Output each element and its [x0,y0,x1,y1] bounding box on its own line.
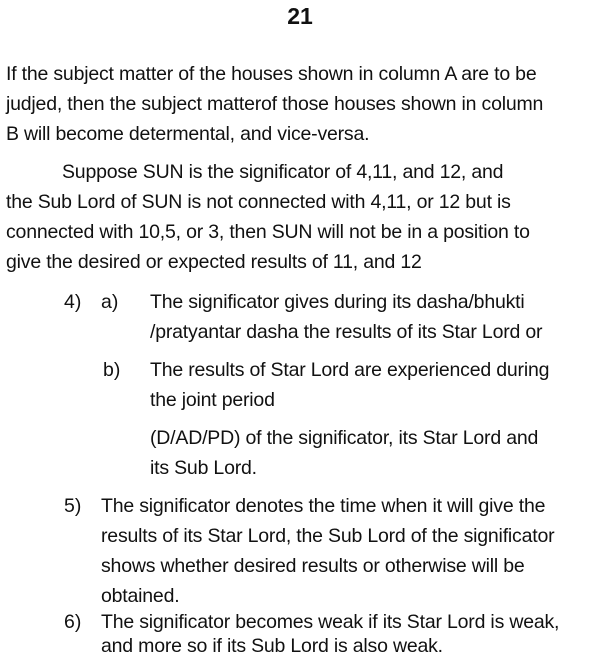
sub-item-letter: b) [103,359,121,381]
sub-item-letter: a) [101,291,119,313]
sub-item-line: /pratyantar dasha the results of its Star Lord or [150,321,543,343]
paragraph-line: give the desired or expected results of 11, and 12 [6,251,422,273]
list-item-number: 4) [64,291,82,313]
sub-item-line: (D/AD/PD) of the significator, its Star Lord and [150,427,539,449]
paragraph-line: B will become determental, and vice-versa. [6,123,370,145]
sub-item-line: The results of Star Lord are experienced during [150,359,550,381]
list-item-number: 6) [64,611,82,633]
list-item-line: and more so if its Sub Lord is also weak. [101,635,443,657]
list-item-line: results of its Star Lord, the Sub Lord of the significator [101,525,555,547]
paragraph-line: connected with 10,5, or 3, then SUN will not be in a position to [6,221,530,243]
page-number: 21 [287,3,313,29]
sub-item-line: its Sub Lord. [150,457,257,479]
paragraph-line: If the subject matter of the houses shown in column A are to be [6,63,537,85]
list-item-line: The significator denotes the time when it will give the [101,495,546,517]
sub-item-line: The significator gives during its dasha/bhukti [150,291,525,313]
paragraph-line: Suppose SUN is the significator of 4,11, and 12, and [62,161,504,183]
list-item-line: shows whether desired results or otherwise will be [101,555,525,577]
sub-item-line: the joint period [150,389,275,411]
paragraph-line: judjed, then the subject matterof those houses shown in column [6,93,544,115]
list-item-line: obtained. [101,585,180,607]
list-item-number: 5) [64,495,82,517]
paragraph-line: the Sub Lord of SUN is not connected with 4,11, or 12 but is [6,191,511,213]
list-item-line: The significator becomes weak if its Star Lord is weak, [101,611,560,633]
